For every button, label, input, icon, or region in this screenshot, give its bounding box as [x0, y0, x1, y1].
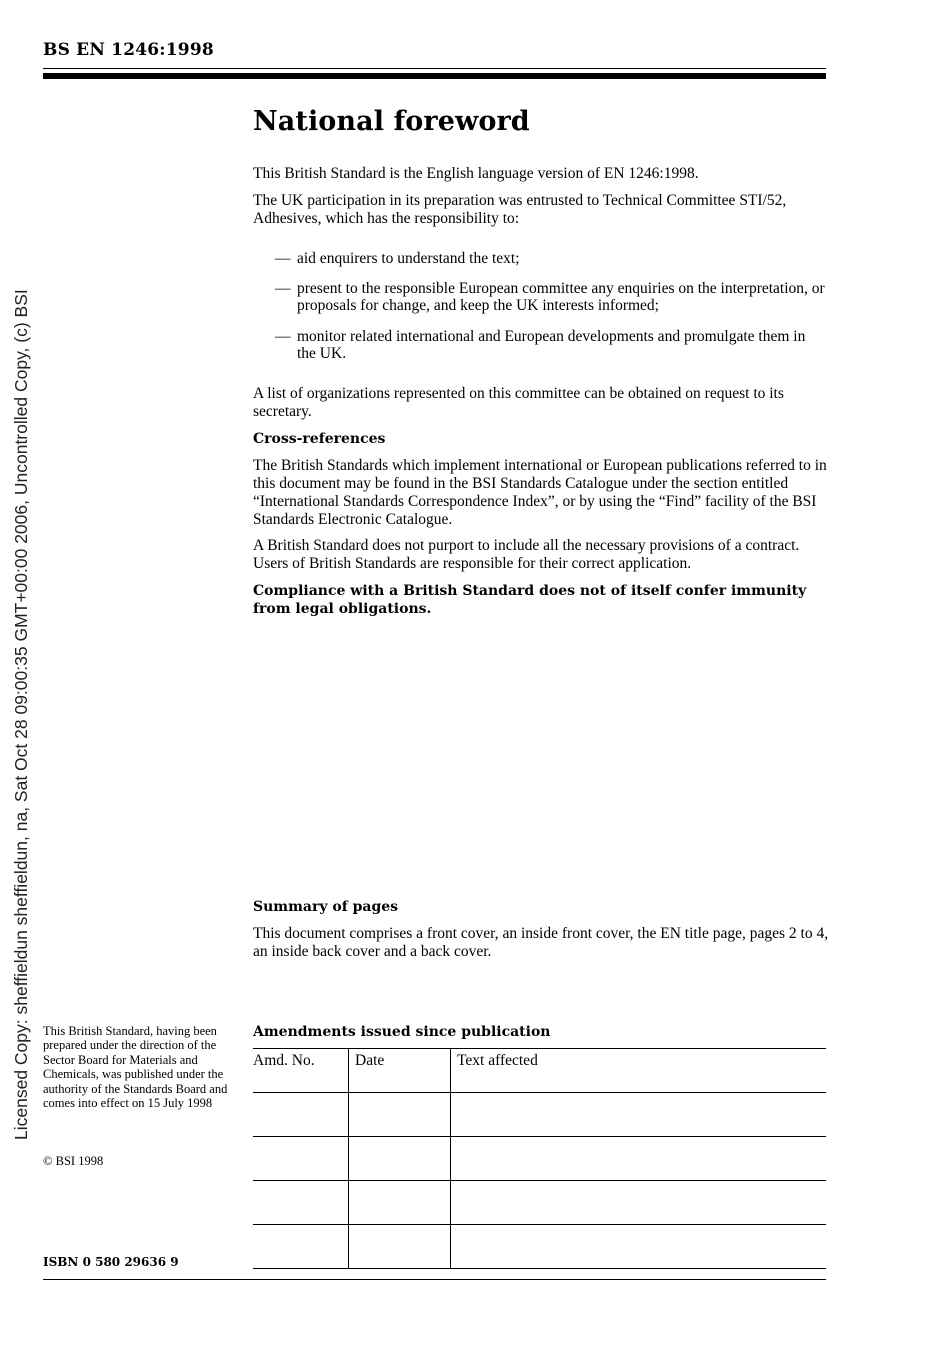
summary-paragraph: This document comprises a front cover, an inside front cover, the EN title page, pages 2 to 4, an inside back cover and a back cover. — [253, 925, 829, 960]
responsibility-text: present to the responsible European committee any enquiries on the interpretation, or proposals for change, and keep the UK interests informed; — [297, 280, 825, 314]
responsibility-item — [275, 250, 825, 267]
table-cell — [349, 1093, 451, 1137]
table-cell — [349, 1137, 451, 1181]
responsibility-item — [275, 328, 825, 362]
table-cell — [451, 1093, 827, 1137]
responsibility-text: monitor related international and European developments and promulgate them in the UK. — [297, 328, 806, 362]
committee-paragraph: The UK participation in its preparation was entrusted to Technical Committee STI/52, Adhesives, which has the responsibility to: — [253, 192, 787, 227]
table-cell — [349, 1225, 451, 1269]
summary-heading: Summary of pages — [253, 899, 399, 915]
license-watermark: Licensed Copy: sheffieldun sheffieldun, na, Sat Oct 28 09:00:35 GMT+00:00 2006, Uncontrolled Copy, (c) BSI — [11, 289, 31, 1140]
table-cell — [253, 1137, 349, 1181]
publication-note: This British Standard, having been prepared under the direction of the Sector Board for Materials and Chemicals, was published under the authority of the Standards Board and comes into effect on 15 July 1998 — [43, 1024, 228, 1111]
isbn: ISBN 0 580 29636 9 — [43, 1255, 179, 1269]
table-cell — [253, 1093, 349, 1137]
dash-marker: — — [275, 280, 291, 297]
table-row — [253, 1093, 826, 1137]
amendments-heading: Amendments issued since publication — [253, 1024, 551, 1040]
column-header-text-affected: Text affected — [451, 1049, 827, 1093]
compliance-statement: Compliance with a British Standard does not of itself confer immunity from legal obligations. — [253, 583, 807, 617]
provisions-paragraph: A British Standard does not purport to include all the necessary provisions of a contract. Users of British Standards are responsible for their correct application. — [253, 537, 800, 572]
table-row — [253, 1137, 826, 1181]
table-row — [253, 1225, 826, 1269]
dash-marker: — — [275, 328, 291, 345]
copyright-notice: © BSI 1998 — [43, 1154, 104, 1168]
header-document-code: BS EN 1246:1998 — [43, 40, 214, 60]
table-cell — [451, 1225, 827, 1269]
cross-references-heading: Cross-references — [253, 431, 386, 447]
footer-rule — [43, 1279, 826, 1280]
dash-marker: — — [275, 250, 291, 267]
table-cell — [451, 1137, 827, 1181]
header-rule-thick — [43, 73, 826, 79]
column-header-amd-no: Amd. No. — [253, 1049, 349, 1093]
table-row — [253, 1181, 826, 1225]
amendments-table — [253, 1048, 826, 1269]
header-rule-thin — [43, 68, 826, 69]
cross-references-paragraph: The British Standards which implement international or European publications referred to in this document may be found in the BSI Standards Catalogue under the section entitled “International Standards Correspondence Index”, or by using the “Find” facility of the BSI Standards Electronic Catalogue. — [253, 457, 827, 528]
table-cell — [253, 1225, 349, 1269]
intro-paragraph: This British Standard is the English language version of EN 1246:1998. — [253, 165, 699, 182]
table-cell — [253, 1181, 349, 1225]
table-cell — [451, 1181, 827, 1225]
responsibility-text: aid enquirers to understand the text; — [297, 250, 520, 267]
responsibility-item — [275, 280, 825, 314]
table-header-row — [253, 1049, 826, 1093]
page-title: National foreword — [253, 106, 530, 137]
column-header-date: Date — [349, 1049, 451, 1093]
organizations-paragraph: A list of organizations represented on this committee can be obtained on request to its secretary. — [253, 385, 784, 420]
table-cell — [349, 1181, 451, 1225]
